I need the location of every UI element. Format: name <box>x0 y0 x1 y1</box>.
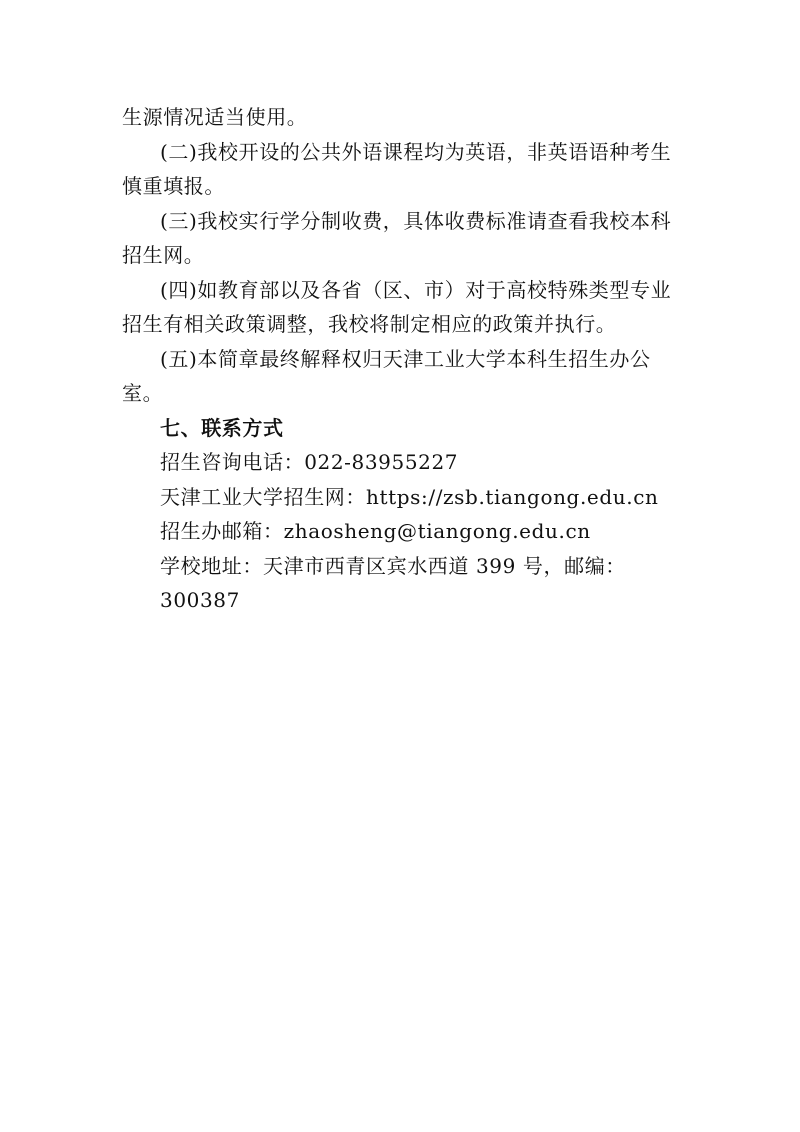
note-paragraph-4: (四)如教育部以及各省（区、市）对于高校特殊类型专业招生有相关政策调整，我校将制定相应的政策并执行。 <box>122 277 672 336</box>
continuation-paragraph: 生源情况适当使用。 <box>122 105 308 129</box>
page-content <box>122 100 682 618</box>
contact-address: 学校地址：天津市西青区宾水西道 399 号，邮编：300387 <box>160 553 626 612</box>
contact-phone: 招生咨询电话：022-83955227 <box>160 450 459 474</box>
note-paragraph-3: (三)我校实行学分制收费，具体收费标准请查看我校本科招生网。 <box>122 208 672 267</box>
section-heading-contact: 七、联系方式 <box>160 415 284 440</box>
note-paragraph-2: (二)我校开设的公共外语课程均为英语，非英语语种考生慎重填报。 <box>122 139 672 198</box>
contact-website: 天津工业大学招生网：https://zsb.tiangong.edu.cn <box>160 484 659 509</box>
note-paragraph-5: (五)本简章最终解释权归天津工业大学本科生招生办公室。 <box>122 346 651 405</box>
contact-email: 招生办邮箱：zhaosheng@tiangong.edu.cn <box>160 519 591 543</box>
